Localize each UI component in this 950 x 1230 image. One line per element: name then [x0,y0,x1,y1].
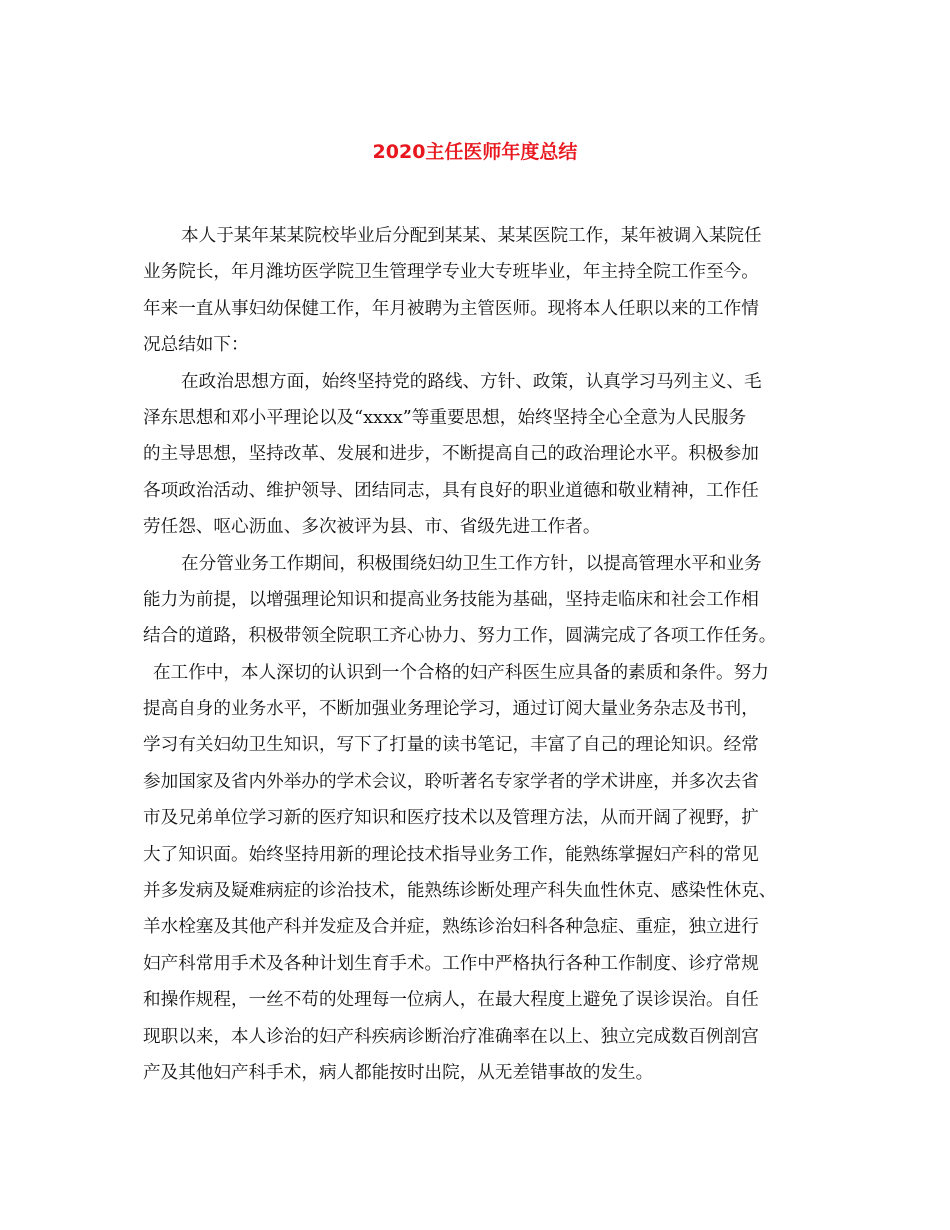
text-line: 妇产科常用手术及各种计划生育手术。工作中严格执行各种工作制度、诊疗常规 [143,953,759,974]
text-line: 参加国家及省内外举办的学术会议，聆听著名专家学者的学术讲座，并多次去省 [143,771,759,792]
text-line: 大了知识面。始终坚持用新的理论技术指导业务工作，能熟练掌握妇产科的常见 [143,844,759,865]
document-body [143,218,807,1091]
text-line: 并多发病及疑难病症的诊治技术，能熟练诊断处理产科失血性休克、感染性休克、 [143,881,777,902]
text-line: 泽东思想和邓小平理论以及“xxxx”等重要思想，始终坚持全心全意为人民服务 [143,407,747,428]
document-title: 2020主任医师年度总结 [372,141,578,163]
text-line: 产及其他妇产科手术，病人都能按时出院，从无差错事故的发生。 [143,1062,654,1083]
text-line: 在工作中，本人深切的认识到一个合格的妇产科医生应具备的素质和条件。努力 [153,662,769,683]
text-line: 业务院长，年月潍坊医学院卫生管理学专业大专班毕业，年主持全院工作至今。 [143,262,759,283]
text-line: 市及兄弟单位学习新的医疗知识和医疗技术以及管理方法，从而开阔了视野，扩 [143,808,759,829]
text-line: 年来一直从事妇幼保健工作，年月被聘为主管医师。现将本人任职以来的工作情 [143,298,759,319]
text-line: 的主导思想，坚持改革、发展和进步，不断提高自己的政治理论水平。积极参加 [143,444,759,465]
text-line: 各项政治活动、维护领导、团结同志，具有良好的职业道德和敬业精神，工作任 [143,480,759,501]
text-line: 劳任怨、呕心沥血、多次被评为县、市、省级先进工作者。 [143,517,601,538]
text-line: 况总结如下： [143,335,249,356]
text-line: 本人于某年某某院校毕业后分配到某某、某某医院工作，某年被调入某院任 [181,226,762,246]
text-line: 现职以来，本人诊治的妇产科疾病诊断治疗准确率在以上、独立完成数百例剖宫 [143,1026,759,1047]
text-line: 结合的道路，积极带领全院职工齐心协力、努力工作，圆满完成了各项工作任务。 [143,626,777,647]
text-line: 学习有关妇幼卫生知识，写下了打量的读书笔记，丰富了自己的理论知识。经常 [143,735,759,756]
text-line: 在分管业务工作期间，积极围绕妇幼卫生工作方针，以提高管理水平和业务 [181,553,762,574]
text-line: 提高自身的业务水平，不断加强业务理论学习，通过订阅大量业务杂志及书刊， [143,699,759,720]
text-line: 能力为前提，以增强理论知识和提高业务技能为基础，坚持走临床和社会工作相 [143,589,759,610]
text-line: 羊水栓塞及其他产科并发症及合并症，熟练诊治妇科各种急症、重症，独立进行 [143,917,759,938]
text-line: 在政治思想方面，始终坚持党的路线、方针、政策，认真学习马列主义、毛 [181,371,762,392]
text-line: 和操作规程，一丝不苟的处理每一位病人，在最大程度上避免了误诊误治。自任 [143,990,759,1011]
